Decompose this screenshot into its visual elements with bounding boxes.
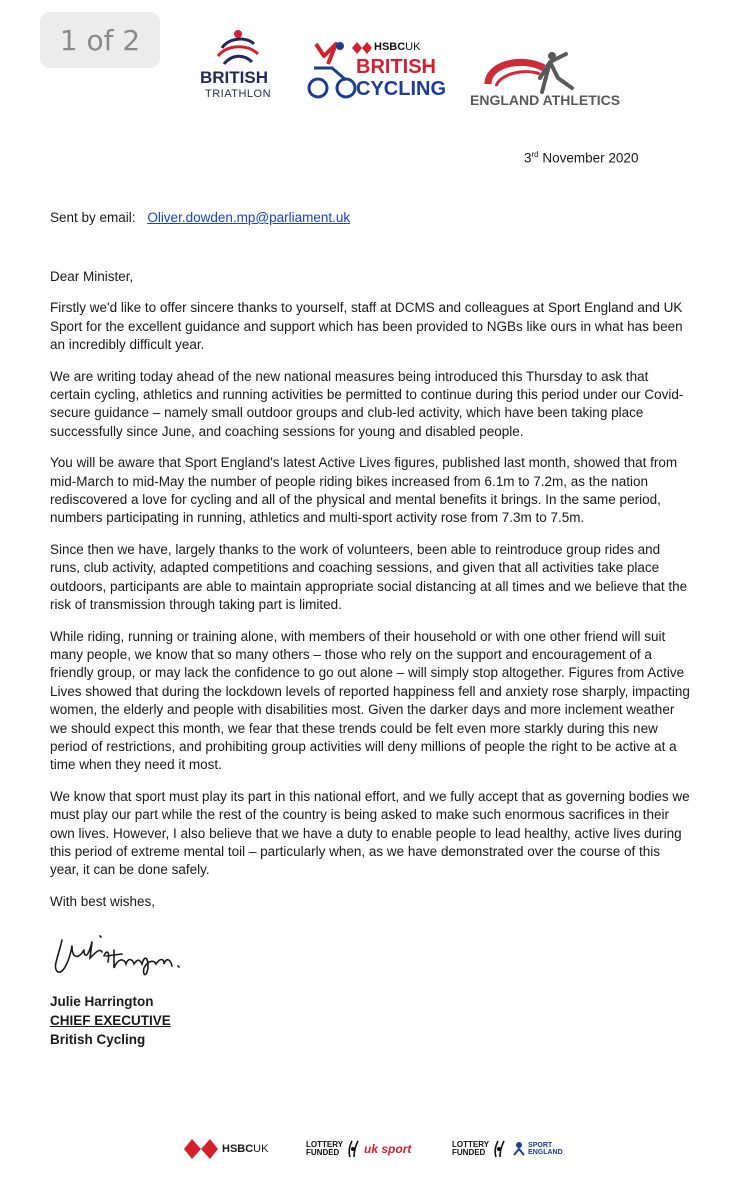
cycling-line1: BRITISH bbox=[356, 56, 436, 78]
signer-org: British Cycling bbox=[50, 1032, 146, 1047]
triathlon-line2: TRIATHLON bbox=[205, 88, 272, 100]
signer-block bbox=[50, 992, 171, 1049]
british-cycling-logo bbox=[306, 38, 456, 108]
footer-uk-sport-logo bbox=[306, 1136, 411, 1162]
athletics-word2: ATHLETICS bbox=[542, 92, 621, 108]
athletics-swoosh-icon bbox=[482, 48, 578, 94]
greeting: Dear Minister, bbox=[50, 269, 134, 284]
recipient-email-link[interactable]: Oliver.dowden.mp@parliament.uk bbox=[147, 210, 351, 225]
cycling-sponsor-suffix: UK bbox=[405, 41, 421, 53]
footer-sport-england-logo bbox=[452, 1136, 563, 1162]
lottery-crossed-fingers-icon bbox=[492, 1139, 508, 1159]
letter-body bbox=[50, 268, 690, 924]
hsbc-hexagon-icon bbox=[352, 42, 372, 54]
lottery-line2: FUNDED bbox=[306, 1148, 340, 1157]
date-suffix: rd bbox=[531, 150, 539, 159]
lottery2-line1: LOTTERY bbox=[452, 1140, 490, 1149]
paragraph-5: While riding, running or training alone, with members of their household or with one other friend will suit many people, we know that so many others – those who rely on the support and encouragement of a friendly group, or may lack the confidence to go out alone – will simply stop altogether. Figures from Active Lives showed that during the lockdown levels of reported happiness fell and anxiety rose sharply, impacting women, the elderly and people with disabilities most. Given the darker days and more inclement weather we should expect this month, we fear that these trends could be felt even more starkly during this new period of restrictions, and prohibiting group activities will deny millions of people the right to be active at a time when they need it most. bbox=[50, 628, 690, 773]
cycling-sponsor bbox=[374, 41, 420, 53]
handwritten-signature bbox=[48, 928, 228, 989]
paragraph-1: Firstly we'd like to offer sincere thanks to yourself, staff at DCMS and colleagues at Sport England and UK Sport for the excellent guidance and support which has been provided to NGBs like ours in what has been an incredibly difficult year. bbox=[50, 300, 683, 353]
cycling-line2: CYCLING bbox=[356, 78, 446, 100]
date-rest: November 2020 bbox=[538, 150, 639, 166]
date-day: 3 bbox=[524, 150, 532, 166]
cycling-sponsor-name: HSBC bbox=[374, 41, 406, 53]
sent-by-line bbox=[50, 210, 350, 225]
footer-hsbc-logo bbox=[184, 1136, 268, 1162]
sport-england-icon bbox=[512, 1141, 526, 1157]
paragraph-3: You will be aware that Sport England's latest Active Lives figures, published last month, showed that from mid-March to mid-May the number of people riding bikes increased from 6.1m to 7.2m, as the nation rediscovered a love for cycling and all of the physical and mental benefits it brings. In the same period, numbers participating in running, athletics and multi-sport activity rose from 7.3m to 7.5m. bbox=[50, 455, 678, 526]
footer-hsbc-suffix: UK bbox=[253, 1143, 269, 1155]
letter-date bbox=[524, 150, 638, 166]
triathlon-figure-icon bbox=[198, 26, 274, 70]
signer-title: CHIEF EXECUTIVE bbox=[50, 1013, 171, 1028]
paragraph-4: Since then we have, largely thanks to the work of volunteers, been able to reintroduce group rides and runs, club activity, adapted competitions and coaching sessions, and given that all activities take place outdoors, participants are able to maintain appropriate social distancing at all times and we believe that the risk of transmission through taking part is limited. bbox=[50, 541, 688, 613]
footer-lottery-text-2 bbox=[452, 1141, 489, 1157]
paragraph-6: We know that sport must play its part in this national effort, and we fully accept that as governing bodies we must play our part while the rest of the country is being asked to make such enormous sacrifices in their own lives. However, I also believe that we have a duty to enable people to lead healthy, active lives during this period of extreme mental toil – particularly when, as we have demonstrated over the course of this year, it can be done safely. bbox=[50, 788, 690, 878]
lottery2-line2: FUNDED bbox=[452, 1148, 486, 1157]
england-athletics-logo bbox=[470, 48, 640, 110]
athletics-wordmark bbox=[470, 92, 620, 108]
page-indicator: 1 of 2 bbox=[40, 12, 160, 68]
closing: With best wishes, bbox=[50, 893, 156, 909]
hsbc-hexagon-icon bbox=[184, 1139, 218, 1159]
sent-by-label: Sent by email: bbox=[50, 210, 136, 225]
sport-england-line1: SPORT bbox=[528, 1142, 553, 1149]
triathlon-line1: BRITISH bbox=[200, 68, 268, 87]
footer-lottery-text bbox=[306, 1141, 343, 1157]
footer-hsbc-name: HSBC bbox=[222, 1143, 254, 1155]
signer-name: Julie Harrington bbox=[50, 994, 154, 1009]
athletics-word1: ENGLAND bbox=[470, 92, 540, 108]
footer-uk-sport: uk sport bbox=[364, 1142, 412, 1156]
sport-england-line2: ENGLAND bbox=[528, 1149, 563, 1156]
british-triathlon-logo bbox=[198, 26, 274, 106]
lottery-line1: LOTTERY bbox=[306, 1140, 344, 1149]
paragraph-2: We are writing today ahead of the new national measures being introduced this Thursday to ask that certain cycling, athletics and running activities be permitted to continue during this period under our Covid-secure guidance – namely small outdoor groups and club-led activity, which have been taking place successfully since June, and coaching sessions for young and disabled people. bbox=[50, 368, 684, 439]
sport-england-text bbox=[528, 1142, 563, 1156]
lottery-crossed-fingers-icon bbox=[346, 1139, 362, 1159]
